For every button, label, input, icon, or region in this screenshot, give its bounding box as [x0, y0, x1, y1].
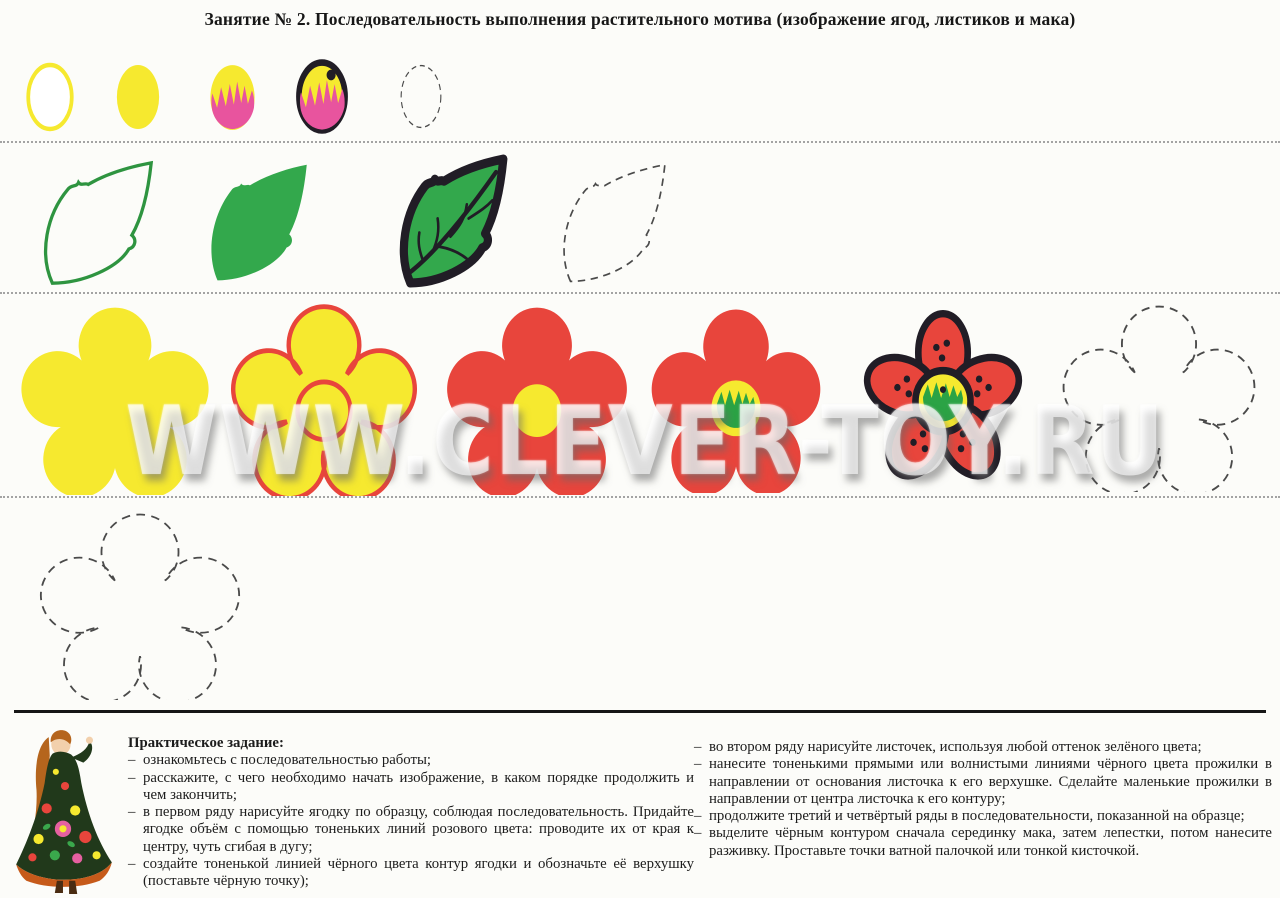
task-item [694, 756, 1272, 808]
poppy-stage-green-center [645, 305, 827, 493]
leaf-stage-filled [200, 160, 340, 287]
watermark-text: WWW.CLEVER-TOY.RU [125, 385, 1165, 497]
task-item [128, 804, 694, 856]
task-item-text: выделите чёрным контуром сначала серединку мака, затем лепестки, потом нанесите разживку. Проставьте точки ватной палочкой или тонкой кисточкой. [709, 825, 1272, 859]
poppy-stage-red-contour [226, 302, 422, 496]
bullet-dash: – [694, 739, 702, 755]
task-item [694, 808, 1272, 825]
task-item-text: во втором ряду нарисуйте листочек, используя любой оттенок зелёного цвета; [709, 739, 1202, 755]
poppy-dashed-template-large [33, 510, 247, 700]
bullet-dash: – [694, 825, 702, 842]
bullet-dash: – [128, 804, 136, 821]
berry-stage-outline [16, 53, 84, 141]
berry-stage-dashed-template [390, 54, 452, 139]
task-item-text: продолжите третий и четвёртый ряды в последовательности, показанной на образце; [709, 808, 1245, 825]
berry-stage-filled [106, 54, 170, 140]
berry-stage-pink-shading [199, 54, 266, 141]
leaf-sequence-row [0, 152, 1280, 292]
poppy-stage-dashed-template [1056, 302, 1262, 492]
leaf-stage-dashed-template [552, 160, 700, 288]
section-divider-line [14, 710, 1266, 713]
poppy-stage-red-yellow-center [440, 303, 634, 495]
poppy-stage-yellow-silhouette [14, 303, 216, 495]
practice-task-heading: Практическое задание: [128, 735, 284, 751]
folk-dress-figure-illustration [8, 727, 120, 895]
task-item-text: расскажите, с чего необходимо начать изображение, в каком порядке продолжить и чем закончить; [143, 769, 694, 803]
leaf-stage-contour-veins [392, 154, 538, 290]
page-title: Занятие № 2. Последовательность выполнения растительного мотива (изображение ягод, листиков и мака) [204, 9, 1076, 29]
poppy-sequence-row [0, 300, 1280, 497]
task-item [128, 752, 694, 769]
bullet-dash: – [128, 769, 136, 786]
task-item-text: нанесите тоненькими прямыми или волнистыми линиями чёрного цвета прожилки в направлении от основания листочка к его верхушке. Сделайте маленькие прожилки в направлении от центра листочка к его контуру; [709, 756, 1272, 807]
leaf-stage-outline [33, 158, 188, 290]
task-item [694, 739, 1272, 756]
task-item-text: создайте тоненькой линией чёрного цвета контур ягодки и обозначьте её верхушку (поставьте чёрную точку); [143, 856, 694, 890]
practice-row [0, 505, 1280, 705]
row-separator [0, 292, 1280, 294]
task-item-text: в первом ряду нарисуйте ягодку по образцу, соблюдая последовательность. Придайте ягодке объём с помощью тоненьких линий розового цвета: проводите их от края к центру, чуть сгибая в дугу; [143, 804, 694, 855]
bullet-dash: – [694, 808, 702, 825]
berry-sequence-row [0, 50, 1280, 142]
task-item [128, 770, 694, 805]
poppy-stage-black-contour-dots [848, 301, 1038, 493]
task-item [694, 825, 1272, 860]
bullet-dash: – [128, 856, 136, 873]
practice-task-left-column [128, 735, 694, 891]
bullet-dash: – [694, 756, 702, 773]
task-item [128, 856, 694, 891]
bullet-dash: – [128, 752, 136, 769]
task-item-text: ознакомьтесь с последовательностью работы; [143, 752, 432, 769]
practice-task-right-column [694, 739, 1272, 860]
berry-stage-black-contour [287, 51, 357, 142]
